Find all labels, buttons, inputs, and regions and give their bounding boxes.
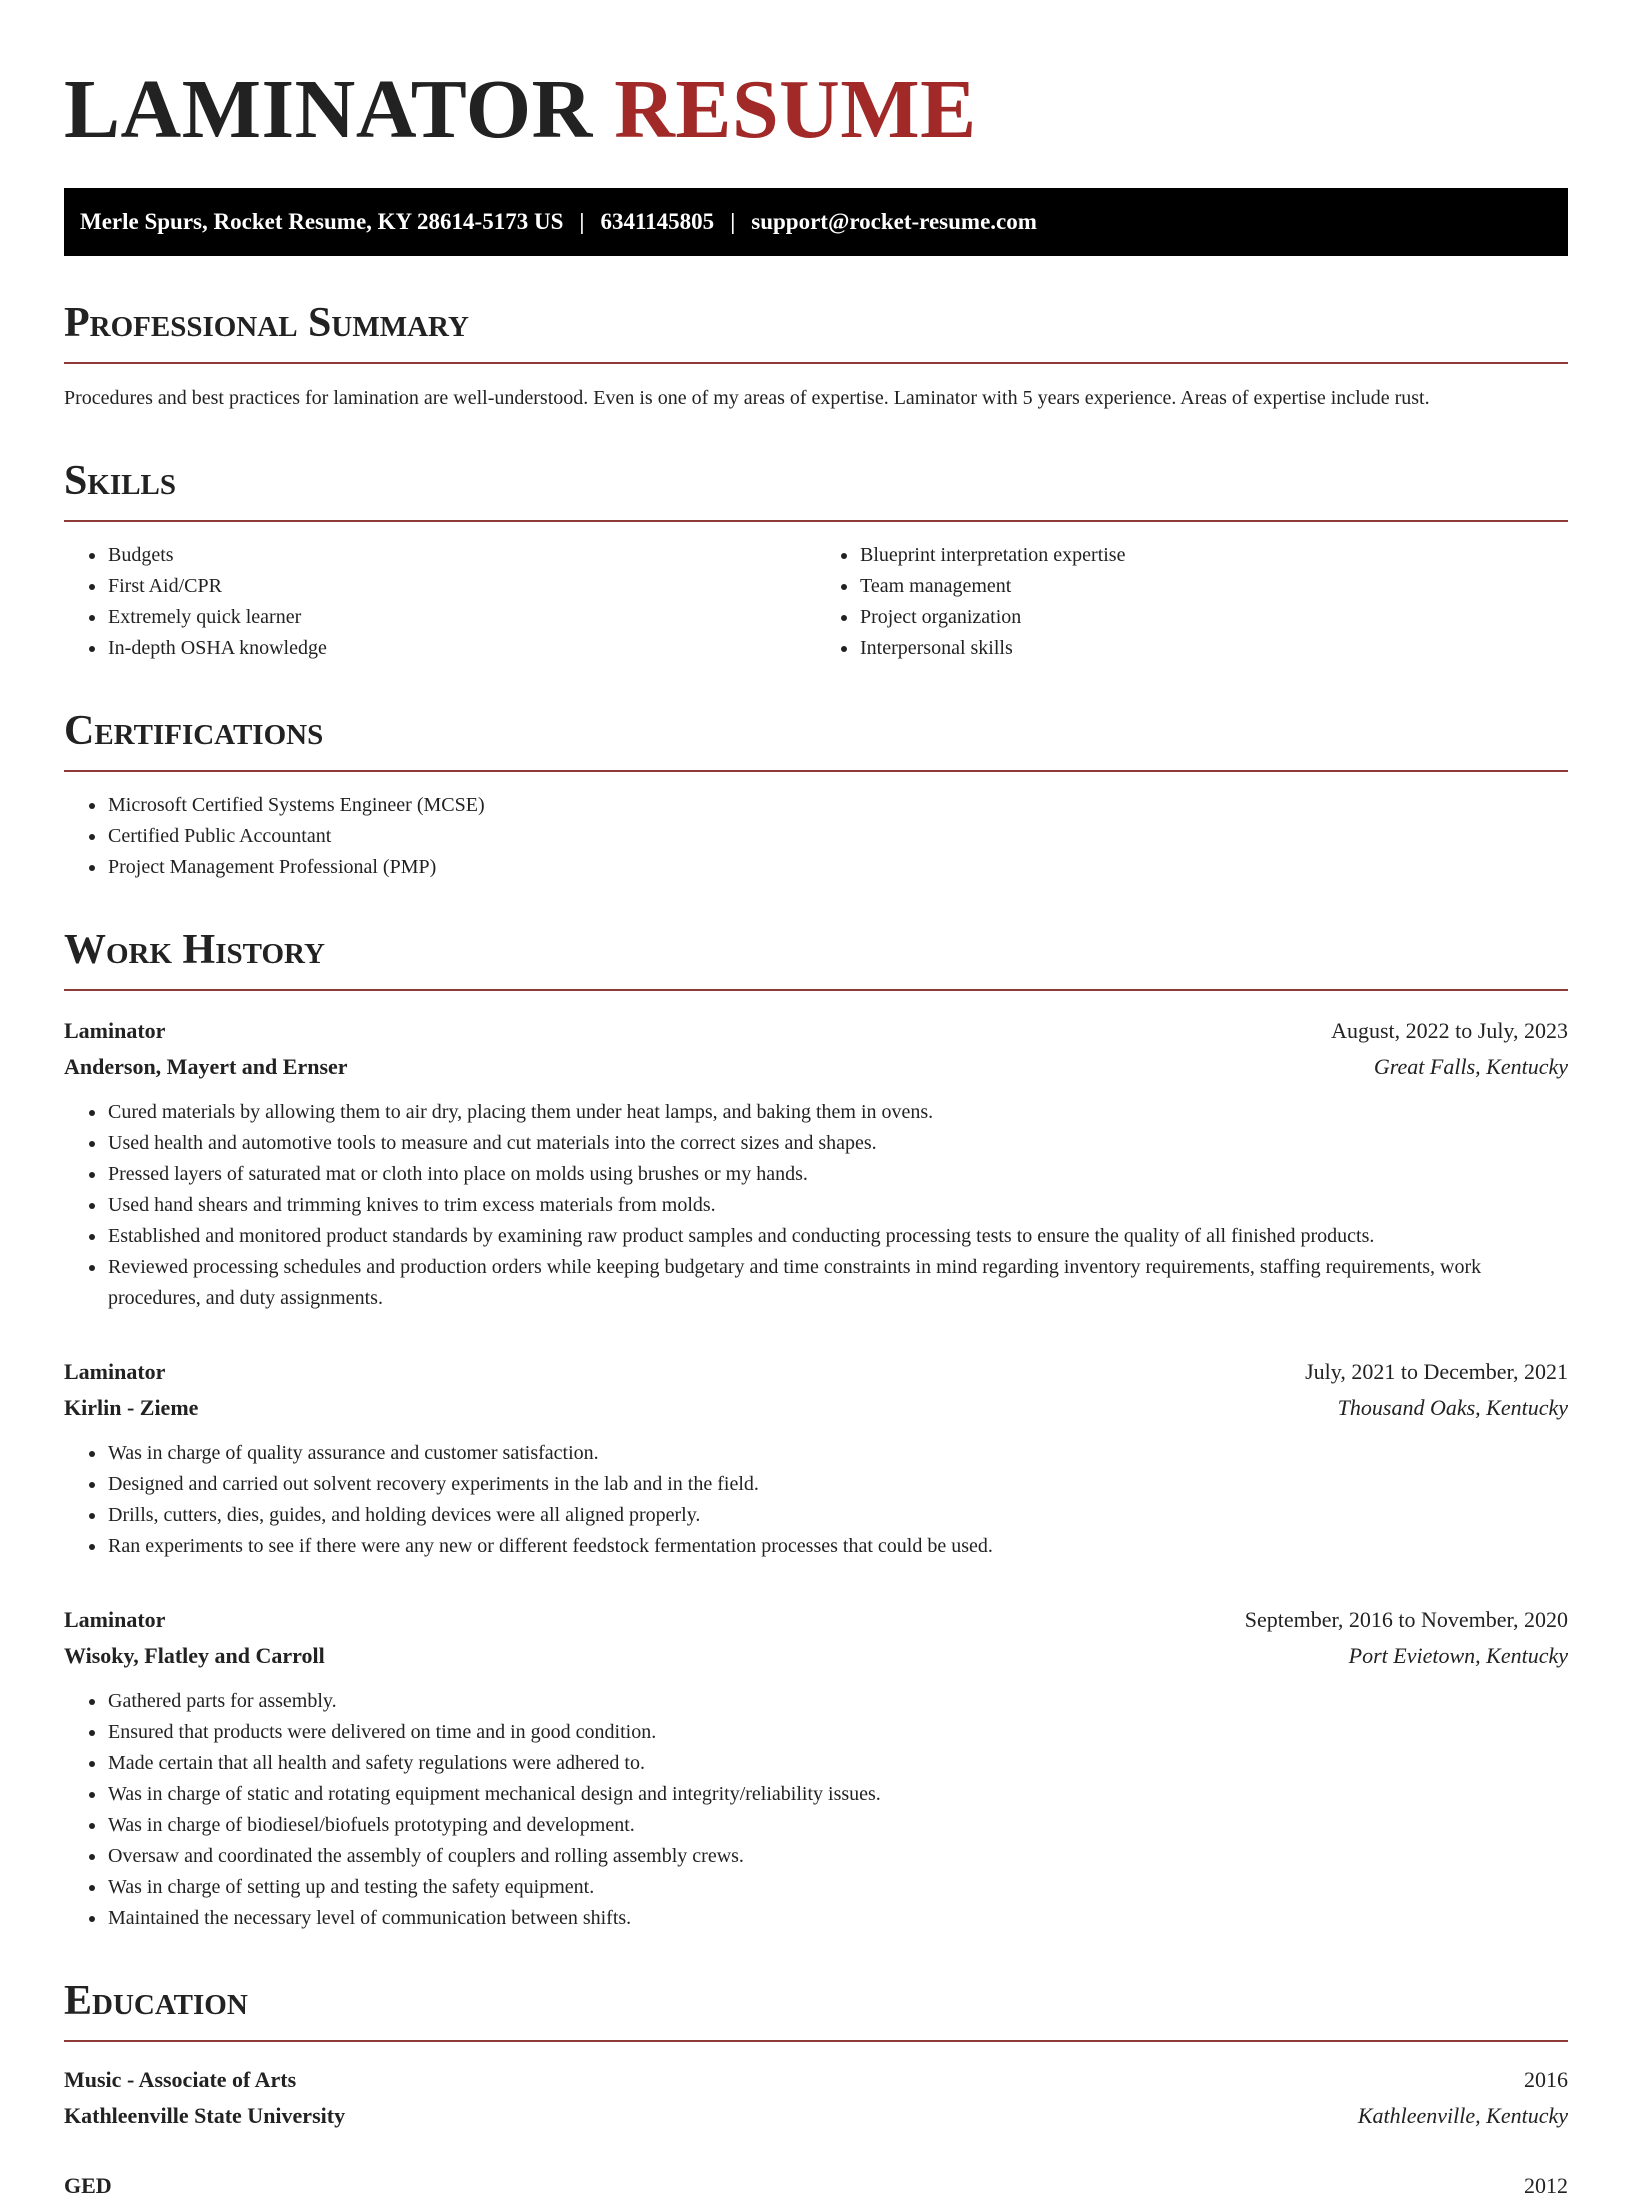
skills-list-left <box>64 540 816 664</box>
job-company-row <box>64 1049 1568 1085</box>
job-duty: • Was in charge of setting up and testing the safety equipment. <box>107 1872 1568 1903</box>
education-location: Kathleenville, Kentucky <box>1357 2103 1568 2128</box>
education-year: 2012 <box>1524 2173 1568 2198</box>
job-title-row <box>64 1013 1568 1049</box>
skills-heading: Skills <box>64 460 1568 522</box>
skill-item: • Budgets <box>107 540 816 571</box>
job-duty: • Was in charge of static and rotating equipment mechanical design and integrity/reliability issues. <box>107 1779 1568 1810</box>
job-location: Great Falls, Kentucky <box>1373 1054 1568 1079</box>
skill-item: • Team management <box>859 571 1568 602</box>
summary-section <box>64 302 1568 414</box>
skill-item: • Extremely quick learner <box>107 602 816 633</box>
job-title-row <box>64 1354 1568 1390</box>
education-degree: GED <box>64 2173 112 2198</box>
job-duty: • Designed and carried out solvent recovery experiments in the lab and in the field. <box>107 1469 1568 1500</box>
contact-separator: | <box>730 209 736 234</box>
certification-item: • Certified Public Accountant <box>107 821 1568 852</box>
job-duty: • Ensured that products were delivered on time and in good condition. <box>107 1717 1568 1748</box>
job-duty: • Drills, cutters, dies, guides, and holding devices were all aligned properly. <box>107 1500 1568 1531</box>
job-duty: • Oversaw and coordinated the assembly of couplers and rolling assembly crews. <box>107 1841 1568 1872</box>
job-dates: August, 2022 to July, 2023 <box>1331 1018 1568 1043</box>
education-degree-row <box>64 2062 1568 2098</box>
skills-list-right <box>816 540 1568 664</box>
skill-item: • Blueprint interpretation expertise <box>859 540 1568 571</box>
job-company-row <box>64 1390 1568 1426</box>
job-dates: September, 2016 to November, 2020 <box>1244 1607 1568 1632</box>
job-duty: • Used hand shears and trimming knives to trim excess materials from molds. <box>107 1190 1568 1221</box>
job-duties-list <box>64 1097 1568 1314</box>
title-first-word: LAMINATOR <box>64 63 593 156</box>
certification-item: • Project Management Professional (PMP) <box>107 852 1568 883</box>
job-duty: • Made certain that all health and safety regulations were adhered to. <box>107 1748 1568 1779</box>
education-degree: Music - Associate of Arts <box>64 2067 297 2092</box>
job-duty: • Used health and automotive tools to measure and cut materials into the correct sizes and shapes. <box>107 1128 1568 1159</box>
certifications-section <box>64 710 1568 883</box>
education-entry <box>64 2062 1568 2134</box>
job-duty: • Was in charge of biodiesel/biofuels prototyping and development. <box>107 1810 1568 1841</box>
job-dates: July, 2021 to December, 2021 <box>1305 1359 1568 1384</box>
summary-text: Procedures and best practices for lamination are well-understood. Even is one of my areas of expertise. Laminator with 5 years experience. Areas of expertise include rust. <box>64 387 1430 409</box>
certifications-list <box>64 790 1568 883</box>
education-school-row <box>64 2098 1568 2134</box>
education-heading: Education <box>64 1980 1568 2042</box>
job-location: Thousand Oaks, Kentucky <box>1337 1395 1568 1420</box>
certification-item: • Microsoft Certified Systems Engineer (MCSE) <box>107 790 1568 821</box>
job-duty: • Maintained the necessary level of communication between shifts. <box>107 1903 1568 1934</box>
contact-bar <box>64 188 1568 256</box>
skills-section <box>64 460 1568 664</box>
job-entry <box>64 1013 1568 1314</box>
skill-item: • In-depth OSHA knowledge <box>107 633 816 664</box>
job-duty: • Reviewed processing schedules and production orders while keeping budgetary and time constraints in mind regarding inventory requirements, staffing requirements, work procedures, and duty assignments. <box>107 1252 1568 1314</box>
job-title-row <box>64 1602 1568 1638</box>
job-entry <box>64 1354 1568 1562</box>
skill-item: • First Aid/CPR <box>107 571 816 602</box>
job-entry <box>64 1602 1568 1934</box>
contact-email[interactable]: support@rocket-resume.com <box>751 209 1037 234</box>
job-duty: • Pressed layers of saturated mat or cloth into place on molds using brushes or my hands. <box>107 1159 1568 1190</box>
job-title: Laminator <box>64 1359 166 1384</box>
title-last-word: RESUME <box>614 63 977 156</box>
work-history-section <box>64 929 1568 1934</box>
job-duty: • Cured materials by allowing them to air dry, placing them under heat lamps, and baking them in ovens. <box>107 1097 1568 1128</box>
job-location: Port Evietown, Kentucky <box>1348 1643 1568 1668</box>
job-duty: • Was in charge of quality assurance and customer satisfaction. <box>107 1438 1568 1469</box>
education-section <box>64 1980 1568 2204</box>
job-company: Wisoky, Flatley and Carroll <box>64 1643 325 1668</box>
job-title: Laminator <box>64 1018 166 1043</box>
contact-address: Merle Spurs, Rocket Resume, KY 28614-5173 US <box>80 209 564 234</box>
contact-separator: | <box>579 209 585 234</box>
job-duties-list <box>64 1438 1568 1562</box>
skill-item: • Project organization <box>859 602 1568 633</box>
job-title: Laminator <box>64 1607 166 1632</box>
education-year: 2016 <box>1524 2067 1568 2092</box>
education-degree-row <box>64 2168 1568 2204</box>
job-duty: • Established and monitored product standards by examining raw product samples and conducting processing tests to ensure the quality of all finished products. <box>107 1221 1568 1252</box>
job-duty: • Ran experiments to see if there were any new or different feedstock fermentation processes that could be used. <box>107 1531 1568 1562</box>
job-company: Anderson, Mayert and Ernser <box>64 1054 348 1079</box>
resume-title <box>64 63 1568 156</box>
contact-phone: 6341145805 <box>600 209 715 234</box>
education-school: Kathleenville State University <box>64 2103 346 2128</box>
work-history-heading: Work History <box>64 929 1568 991</box>
summary-heading: Professional Summary <box>64 302 1568 364</box>
job-duties-list <box>64 1686 1568 1934</box>
job-company: Kirlin - Zieme <box>64 1395 199 1420</box>
skill-item: • Interpersonal skills <box>859 633 1568 664</box>
certifications-heading: Certifications <box>64 710 1568 772</box>
job-duty: • Gathered parts for assembly. <box>107 1686 1568 1717</box>
education-entry <box>64 2168 1568 2204</box>
skills-grid <box>64 522 1568 664</box>
job-company-row <box>64 1638 1568 1674</box>
